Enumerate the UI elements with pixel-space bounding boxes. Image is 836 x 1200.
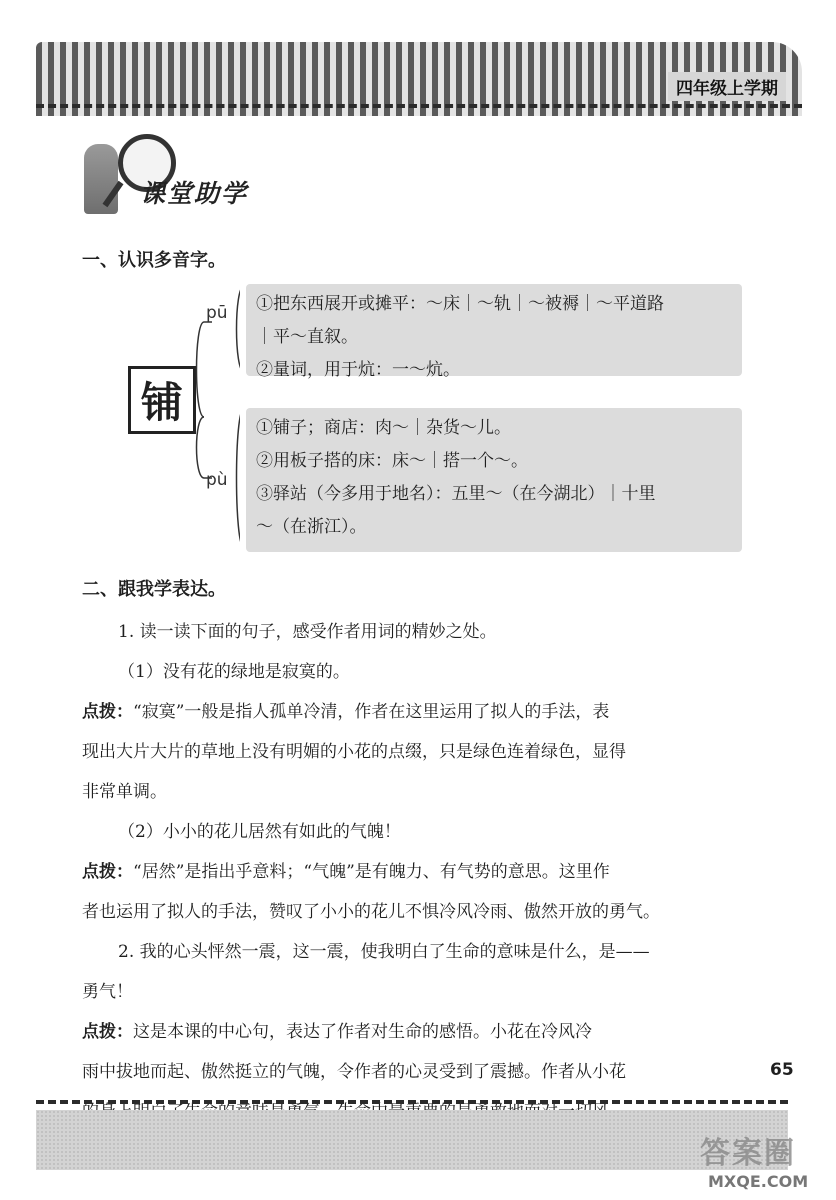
body-line: 勇气！: [82, 982, 133, 1002]
definition-line: ～（在浙江）。: [256, 517, 367, 537]
page-number: 65: [770, 1060, 794, 1080]
definition-line: ②量词，用于炕：一～炕。: [256, 360, 460, 380]
tip-label: 点拨：: [82, 702, 133, 722]
section2-heading: 二、跟我学表达。: [82, 579, 226, 600]
body-line: 点拨：这是本课的中心句，表达了作者对生命的感悟。小花在冷风冷: [82, 1022, 592, 1042]
body-line: 2. 我的心头怦然一震，这一震，使我明白了生命的意味是什么，是——: [118, 942, 650, 962]
footer-band: [36, 1110, 788, 1170]
header-divider: [36, 104, 802, 108]
polyphone-character: 铺: [128, 366, 196, 434]
girl-illustration-icon: [84, 144, 118, 214]
body-line: 点拨：“居然”是指出乎意料；“气魄”是有魄力、有气势的意思。这里作: [82, 862, 610, 882]
definition-line: ②用板子搭的床：床～｜搭一个～。: [256, 451, 528, 471]
footer-divider: [36, 1100, 788, 1104]
definition-line: ③驿站（今多用于地名）：五里～（在今湖北）｜十里: [256, 484, 656, 504]
body-line: 非常单调。: [82, 782, 167, 802]
body-line: 者也运用了拟人的手法，赞叹了小小的花儿不惧冷风冷雨、傲然开放的勇气。: [82, 902, 660, 922]
body-line: 点拨：“寂寞”一般是指人孤单冷清，作者在这里运用了拟人的手法，表: [82, 702, 610, 722]
body-line: （1）没有花的绿地是寂寞的。: [118, 662, 350, 682]
tip-label: 点拨：: [82, 862, 133, 882]
body-line: （2）小小的花儿居然有如此的气魄！: [118, 822, 401, 842]
definition-line: ｜平～直叙。: [256, 327, 358, 347]
section1-heading: 一、认识多音字。: [82, 250, 226, 271]
watermark-url: MXQE.COM: [708, 1172, 809, 1191]
definition-box-pu4: [246, 408, 742, 552]
section-logo: [80, 134, 310, 214]
tip-label: 点拨：: [82, 1022, 133, 1042]
pinyin-pu4: pù: [206, 470, 228, 490]
grade-label: 四年级上学期: [668, 72, 786, 101]
body-line: 现出大片大片的草地上没有明媚的小花的点缀，只是绿色连着绿色，显得: [82, 742, 626, 762]
section2-body: [82, 612, 762, 1132]
definition-box-pu1: [246, 284, 742, 380]
definition-line: ①把东西展开或摊平：～床｜～轨｜～被褥｜～平道路: [256, 294, 664, 314]
watermark-brand: 答案圈: [700, 1136, 796, 1171]
body-line: 1. 读一读下面的句子，感受作者用词的精妙之处。: [118, 622, 497, 642]
definition-line: ①铺子；商店：肉～｜杂货～儿。: [256, 418, 511, 438]
body-line: 雨中拔地而起、傲然挺立的气魄，令作者的心灵受到了震撼。作者从小花: [82, 1062, 626, 1082]
section-logo-title: 课堂助学: [140, 179, 249, 208]
pinyin-pu1: pū: [206, 303, 228, 323]
